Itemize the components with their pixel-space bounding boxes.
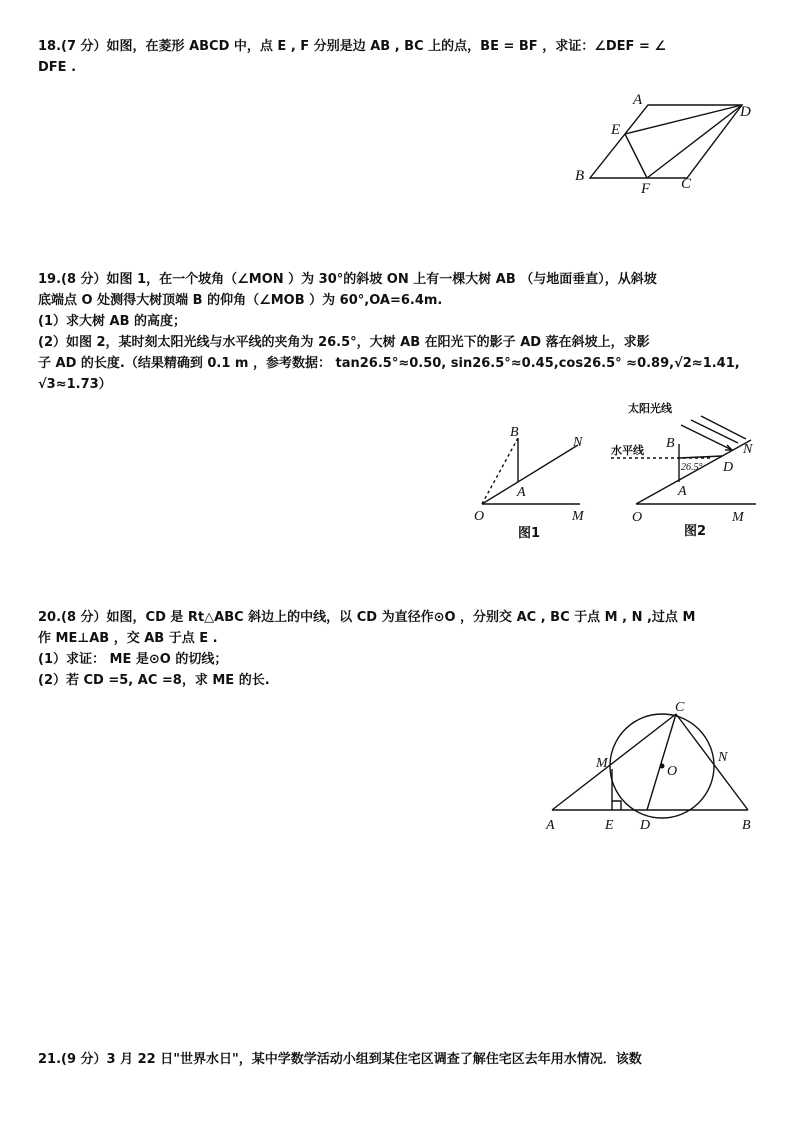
- fig2-label-m: M: [732, 510, 744, 525]
- fig1-label-n: N: [573, 435, 583, 450]
- rhombus-figure: [570, 90, 770, 195]
- label-a: A: [633, 92, 643, 108]
- question-21: [38, 1049, 760, 1070]
- fig2-caption: 图2: [684, 524, 707, 539]
- question-19-line-2: 底端点 O 处测得大树顶端 B 的仰角（∠MOB ）为 60°,OA=6.4m.: [38, 293, 443, 308]
- label-d: D: [740, 104, 751, 120]
- label-b: B: [575, 168, 585, 184]
- fig20-label-c: C: [675, 700, 685, 715]
- fig2-label-a: A: [678, 484, 687, 499]
- question-20-line-1: 20.(8 分）如图，CD 是 Rt△ABC 斜边上的中线，以 CD 为直径作⊙O ，分别交 AC , BC 于点 M , N ,过点 M: [38, 610, 696, 625]
- fig2-horizontal-label: 水平线: [611, 444, 644, 457]
- fig20-label-d: D: [640, 818, 651, 833]
- fig2-label-d: D: [723, 460, 734, 475]
- fig1-label-o: O: [474, 509, 485, 524]
- question-19-line-4: (2）如图 2，某时刻太阳光线与水平线的夹角为 26.5°，大树 AB 在阳光下的影子 AD 落在斜坡上，求影: [38, 335, 650, 350]
- question-18-line-1: 18.(7 分）如图，在菱形 ABCD 中，点 E , F 分别是边 AB , BC 上的点，BE = BF ，求证：∠DEF = ∠: [38, 39, 667, 54]
- tree-slope-figure-1: [470, 420, 600, 545]
- question-20: [38, 607, 760, 691]
- question-20-line-2: 作 ME⊥AB ，交 AB 于点 E .: [38, 631, 218, 646]
- fig2-label-n: N: [743, 442, 753, 457]
- fig1-label-b: B: [510, 425, 519, 440]
- fig2-label-o: O: [632, 510, 643, 525]
- question-19-line-1: 19.(8 分）如图 1，在一个坡角（∠MON ）为 30°的斜坡 ON 上有一棵大树 AB （与地面垂直），从斜坡: [38, 272, 657, 287]
- fig1-label-a: A: [517, 485, 526, 500]
- question-20-line-3: (1）求证： ME 是⊙O 的切线；: [38, 652, 228, 667]
- question-21-line-1: 21.(9 分）3 月 22 日"世界水日"，某中学数学活动小组到某住宅区调查了解住宅区去年用水情况．该数: [38, 1052, 642, 1067]
- tree-slope-figure-2: [606, 395, 766, 545]
- fig1-caption: 图1: [518, 526, 541, 541]
- question-19: [38, 269, 760, 395]
- label-f: F: [641, 181, 651, 195]
- fig2-angle-label: 26.5°: [681, 462, 703, 473]
- fig20-label-a: A: [546, 818, 555, 833]
- fig20-label-b: B: [742, 818, 751, 833]
- circle-triangle-figure: [540, 693, 770, 838]
- fig20-label-n: N: [718, 750, 728, 765]
- fig1-label-m: M: [572, 509, 584, 524]
- fig2-label-b: B: [666, 436, 675, 451]
- fig20-label-m: M: [596, 756, 608, 771]
- question-19-line-5: 子 AD 的长度.（结果精确到 0.1 m ，参考数据： tan26.5°≈0.50, sin26.5°≈0.45,cos26.5° ≈0.89,√2≈1.41,: [38, 356, 740, 371]
- fig2-sun-label: 太阳光线: [628, 402, 672, 415]
- label-c: C: [681, 176, 692, 192]
- question-19-line-3: (1）求大树 AB 的高度；: [38, 314, 187, 329]
- fig20-label-o: O: [667, 764, 678, 779]
- question-18: [38, 36, 760, 78]
- fig20-label-e: E: [605, 818, 614, 833]
- label-e: E: [611, 122, 621, 138]
- question-18-line-2: DFE .: [38, 60, 77, 75]
- question-19-line-6: √3≈1.73）: [38, 377, 112, 392]
- question-20-line-4: (2）若 CD =5, AC =8，求 ME 的长.: [38, 673, 270, 688]
